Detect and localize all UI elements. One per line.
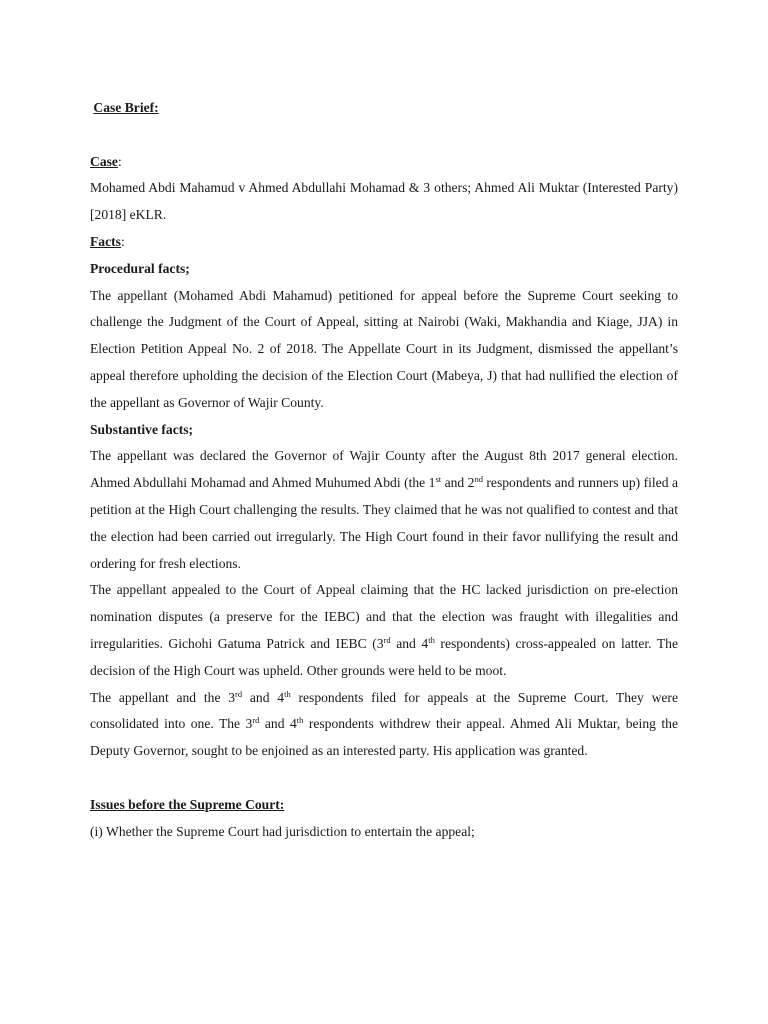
ordinal-suffix: th xyxy=(284,688,291,699)
spacer xyxy=(90,122,678,149)
text-run: respondents filed for appeals at the Supreme Court. They were consolidated into one. The 3 xyxy=(90,689,678,732)
issues-heading: Issues before the Supreme Court: xyxy=(90,796,285,812)
text-run: respondents and runners up) filed a petition at the High Court challenging the results. They claimed that he was not qualified to contest and that the election had been carried out irregularly. The High Court found in their favor nullifying the result and ordering for fresh elections. xyxy=(90,475,678,571)
title-line xyxy=(90,95,678,122)
ordinal-suffix: st xyxy=(435,474,442,485)
issues-heading-line xyxy=(90,792,678,819)
facts-heading-line xyxy=(90,229,678,256)
text-run: The appellant and the 3 xyxy=(90,689,236,705)
document-body xyxy=(90,95,678,845)
case-citation: Mohamed Abdi Mahamud v Ahmed Abdullahi Mohamad & 3 others; Ahmed Ali Muktar (Interested Party) [2018] eKLR. xyxy=(90,180,678,223)
spacer xyxy=(90,765,678,792)
ordinal-suffix: rd xyxy=(252,715,260,726)
substantive-facts-paragraph-3 xyxy=(90,685,678,765)
facts-heading-colon: : xyxy=(120,233,125,249)
substantive-facts-paragraph-1 xyxy=(90,443,678,577)
case-heading: Case xyxy=(90,153,118,169)
text-run: The appellant was declared the Governor of Wajir County after the August 8th 2017 general election. Ahmed Abdullahi Mohamad and Ahmed Muhumed Abdi (the 1 xyxy=(90,448,678,491)
text-run: The appellant appealed to the Court of Appeal claiming that the HC lacked jurisdiction on pre-election nomination disputes (a preserve for the IEBC) and that the election was fraught with illegalities and irregularities. Gichohi Gatuma Patrick and IEBC (3 xyxy=(90,582,678,651)
case-heading-line xyxy=(90,149,678,176)
issue-item-1: (i) Whether the Supreme Court had jurisdiction to entertain the appeal; xyxy=(90,823,475,839)
text-run: and 4 xyxy=(259,716,297,732)
text-run: and 2 xyxy=(441,475,475,491)
ordinal-suffix: nd xyxy=(474,474,483,485)
ordinal-suffix: th xyxy=(296,715,304,726)
substantive-facts-heading: Substantive facts; xyxy=(90,421,194,437)
text-run: respondents) cross-appealed on latter. The decision of the High Court was upheld. Other grounds were held to be moot. xyxy=(90,635,678,678)
ordinal-suffix: rd xyxy=(383,634,391,645)
procedural-facts-heading: Procedural facts; xyxy=(90,260,190,276)
text-run: and 4 xyxy=(390,635,429,651)
text-run: respondents withdrew their appeal. Ahmed Ali Muktar, being the Deputy Governor, sought to be enjoined as an interested party. His application was granted. xyxy=(90,716,678,759)
substantive-facts-paragraph-2 xyxy=(90,577,678,684)
procedural-facts-paragraph: The appellant (Mohamed Abdi Mahamud) petitioned for appeal before the Supreme Court seeking to challenge the Judgment of the Court of Appeal, sitting at Nairobi (Waki, Makhandia and Kiage, JJA) in Election Petition Appeal No. 2 of 2018. The Appellate Court in its Judgment, dismissed the appellant’s appeal therefore upholding the decision of the Election Court (Mabeya, J) that had nullified the election of the appellant as Governor of Wajir County. xyxy=(90,287,678,410)
text-run: and 4 xyxy=(242,689,285,705)
facts-heading: Facts xyxy=(90,233,121,249)
ordinal-suffix: rd xyxy=(235,688,243,699)
ordinal-suffix: th xyxy=(428,634,435,645)
document-title: Case Brief: xyxy=(93,100,159,115)
case-heading-colon: : xyxy=(117,153,122,169)
